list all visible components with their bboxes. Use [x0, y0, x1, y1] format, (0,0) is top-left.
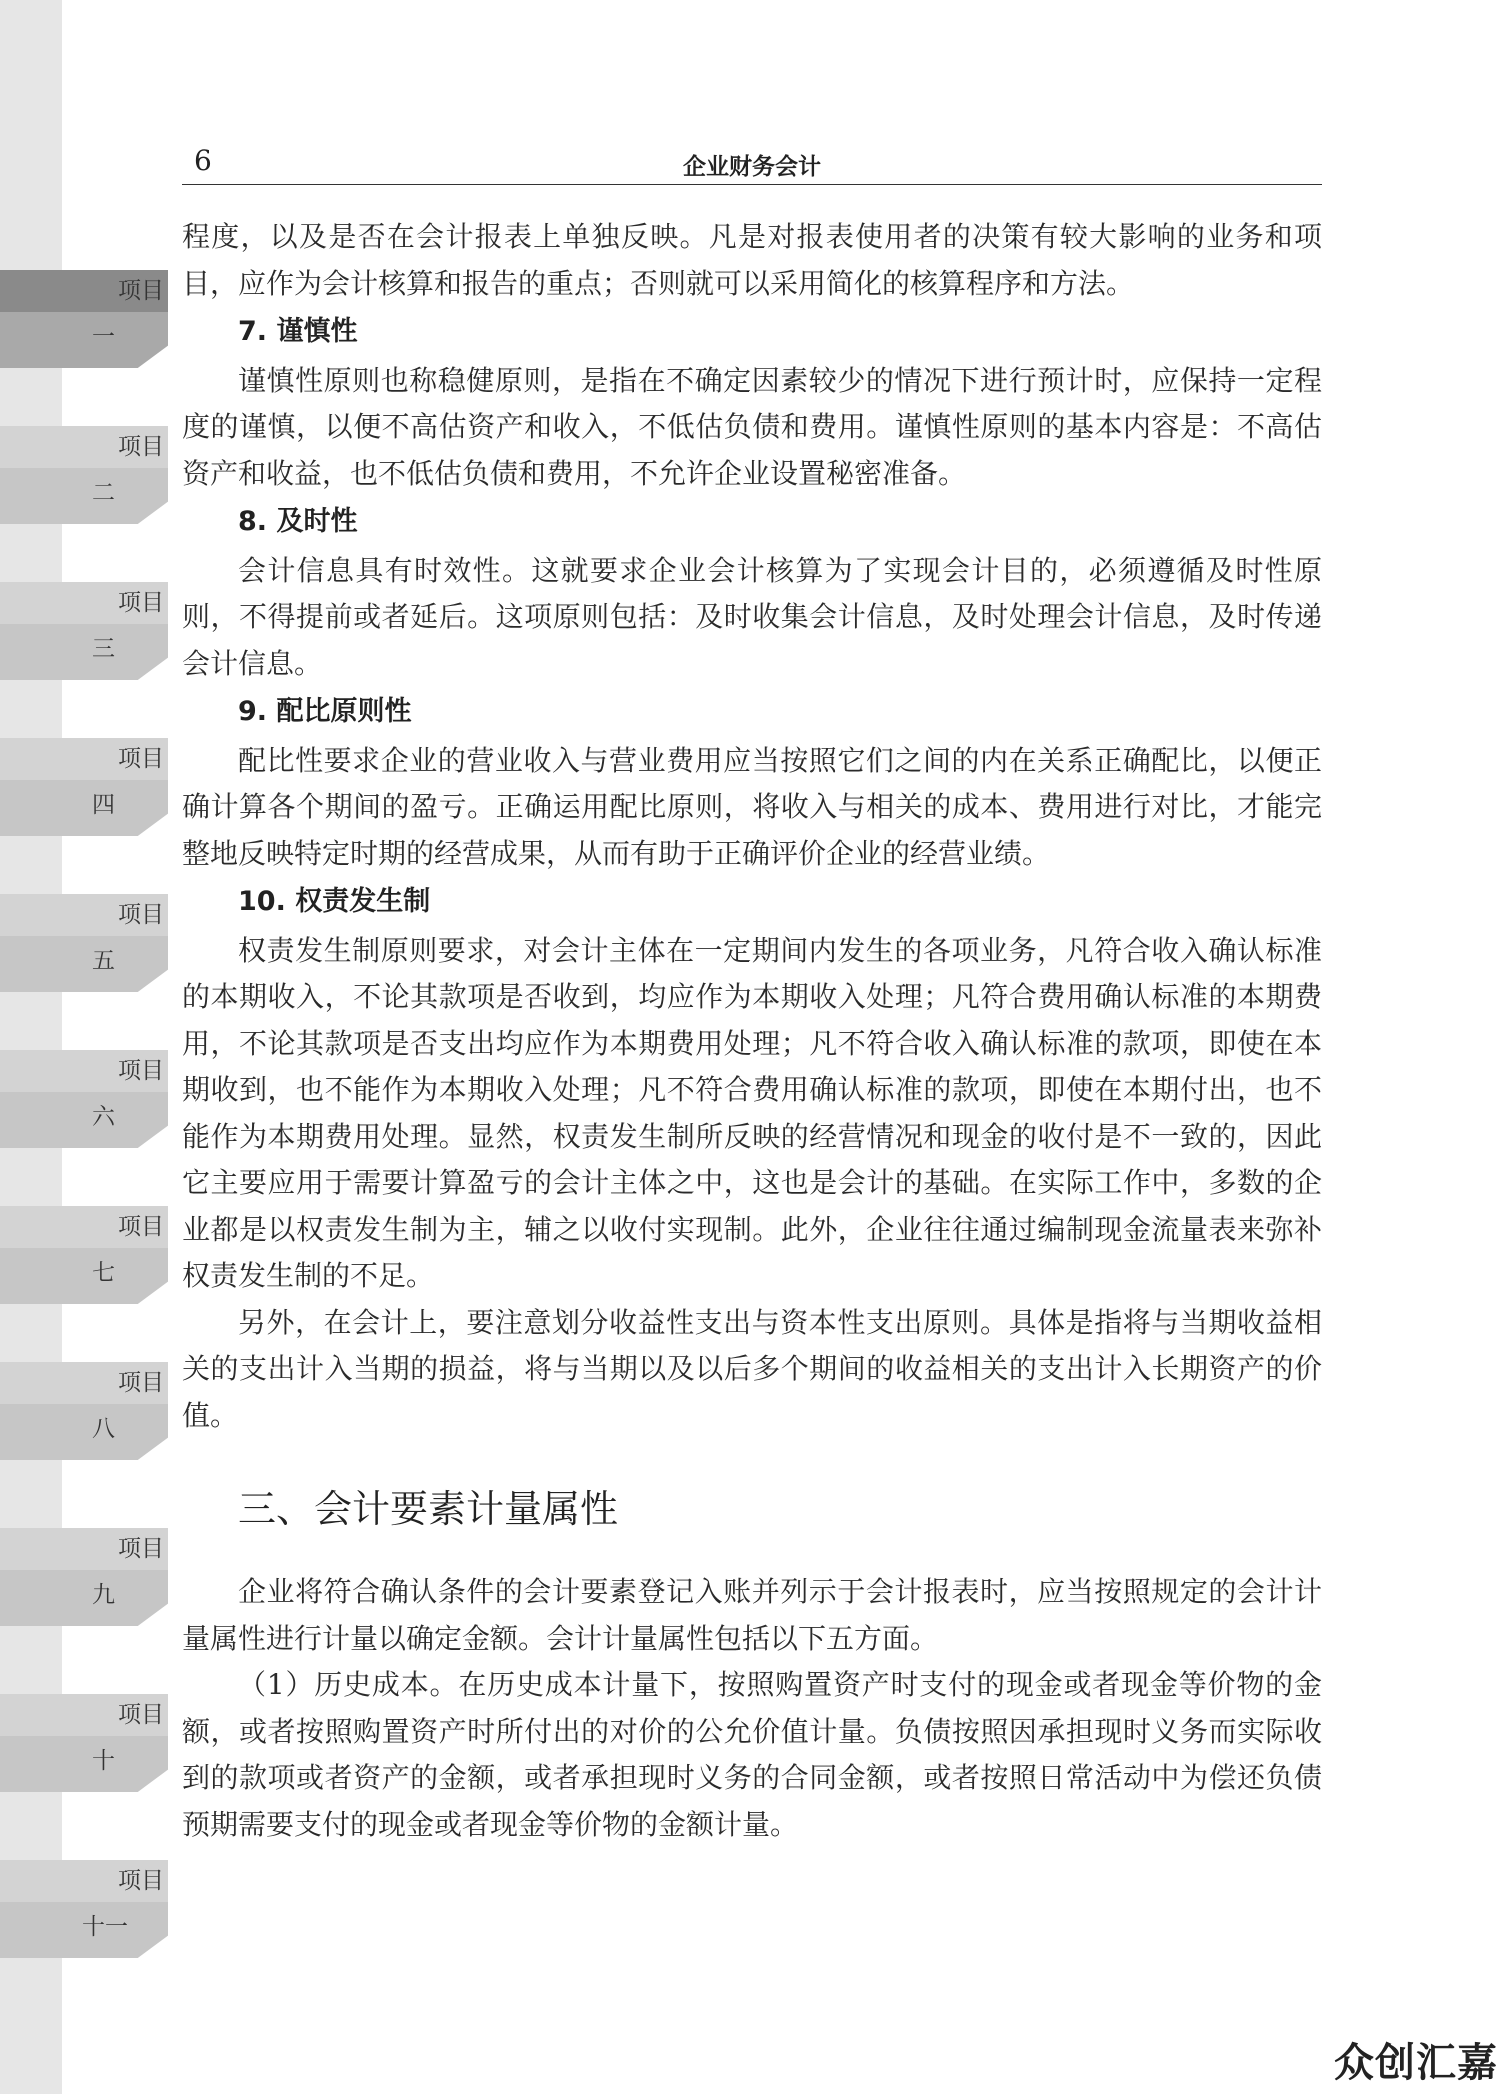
- chapter-tab-4[interactable]: [0, 738, 168, 838]
- chapter-tab-number: 八: [92, 1416, 115, 1442]
- chapter-tab-10[interactable]: [0, 1694, 168, 1794]
- chapter-tab-number: 十: [92, 1748, 115, 1774]
- paragraph-matching: 配比性要求企业的营业收入与营业费用应当按照它们之间的内在关系正确配比，以便正确计算各个期间的盈亏。正确运用配比原则，将收入与相关的成本、费用进行对比，才能完整地反映特定时期的经营成果，从而有助于正确评价企业的经营业绩。: [182, 743, 1322, 870]
- heading-prudence: 7. 谨慎性: [238, 316, 358, 347]
- section-title-measurement: 三、会计要素计量属性: [238, 1487, 619, 1531]
- heading-matching: 9. 配比原则性: [238, 696, 412, 727]
- paragraph-expenditure: 另外，在会计上，要注意划分收益性支出与资本性支出原则。具体是指将与当期收益相关的支出计入当期的损益，将与当期以及以后多个期间的收益相关的支出计入长期资产的价值。: [182, 1305, 1322, 1432]
- chapter-tab-label: 项目: [118, 902, 164, 928]
- chapter-tab-number: 九: [92, 1582, 115, 1608]
- chapter-tab-label: 项目: [118, 1370, 164, 1396]
- chapter-tab-number: 六: [92, 1104, 115, 1130]
- chapter-tab-label: 项目: [118, 746, 164, 772]
- chapter-tab-label: 项目: [118, 590, 164, 616]
- chapter-tab-label: 项目: [118, 1058, 164, 1084]
- page-number: 6: [194, 144, 212, 177]
- watermark-logo: 众创汇嘉: [1334, 2040, 1498, 2086]
- page-header: [182, 142, 1322, 185]
- chapter-tab-number: 三: [92, 636, 115, 662]
- book-title: 企业财务会计: [683, 154, 821, 180]
- chapter-tab-label: 项目: [118, 1868, 164, 1894]
- paragraph-prudence: 谨慎性原则也称稳健原则，是指在不确定因素较少的情况下进行预计时，应保持一定程度的谨慎，以便不高估资产和收入，不低估负债和费用。谨慎性原则的基本内容是：不高估资产和收益，也不低估负债和费用，不允许企业设置秘密准备。: [182, 363, 1322, 490]
- chapter-tab-number: 二: [92, 480, 115, 506]
- paragraph-measurement-intro: 企业将符合确认条件的会计要素登记入账并列示于会计报表时，应当按照规定的会计计量属性进行计量以确定金额。会计计量属性包括以下五方面。: [182, 1575, 1322, 1655]
- chapter-tab-number: 一: [92, 324, 115, 350]
- heading-accrual: 10. 权责发生制: [238, 886, 431, 917]
- chapter-tab-number: 四: [92, 792, 115, 818]
- paragraph-intro: 程度，以及是否在会计报表上单独反映。凡是对报表使用者的决策有较大影响的业务和项目，应作为会计核算和报告的重点；否则就可以采用简化的核算程序和方法。: [182, 220, 1322, 300]
- chapter-tab-3[interactable]: [0, 582, 168, 682]
- chapter-tab-number: 五: [92, 948, 115, 974]
- chapter-tab-label: 项目: [118, 434, 164, 460]
- chapter-tab-1[interactable]: [0, 270, 168, 370]
- chapter-tab-8[interactable]: [0, 1362, 168, 1462]
- chapter-tab-label: 项目: [118, 1536, 164, 1562]
- chapter-tab-label: 项目: [118, 1702, 164, 1728]
- paragraph-historical-cost: （1）历史成本。在历史成本计量下，按照购置资产时支付的现金或者现金等价物的金额，或者按照购置资产时所付出的对价的公允价值计量。负债按照因承担现时义务而实际收到的款项或者资产的金额，或者承担现时义务的合同金额，或者按照日常活动中为偿还负债预期需要支付的现金或者现金等价物的金额计量。: [182, 1668, 1322, 1841]
- chapter-tab-11[interactable]: [0, 1860, 168, 1960]
- heading-timeliness: 8. 及时性: [238, 506, 358, 537]
- chapter-tab-label: 项目: [118, 1214, 164, 1240]
- chapter-tab-9[interactable]: [0, 1528, 168, 1628]
- chapter-tab-7[interactable]: [0, 1206, 168, 1306]
- paragraph-timeliness: 会计信息具有时效性。这就要求企业会计核算为了实现会计目的，必须遵循及时性原则，不得提前或者延后。这项原则包括：及时收集会计信息，及时处理会计信息，及时传递会计信息。: [182, 553, 1322, 680]
- chapter-tab-number: 七: [92, 1260, 115, 1286]
- chapter-tab-label: 项目: [118, 278, 164, 304]
- chapter-tab-6[interactable]: [0, 1050, 168, 1150]
- chapter-tab-5[interactable]: [0, 894, 168, 994]
- page-content: [182, 214, 1322, 1848]
- chapter-tab-number: 十一: [82, 1914, 128, 1940]
- paragraph-accrual: 权责发生制原则要求，对会计主体在一定期间内发生的各项业务，凡符合收入确认标准的本期收入，不论其款项是否收到，均应作为本期收入处理；凡符合费用确认标准的本期费用，不论其款项是否支出均应作为本期费用处理；凡不符合收入确认标准的款项，即使在本期收到，也不能作为本期收入处理；凡不符合费用确认标准的款项，即使在本期付出，也不能作为本期费用处理。显然，权责发生制所反映的经营情况和现金的收付是不一致的，因此它主要应用于需要计算盈亏的会计主体之中，这也是会计的基础。在实际工作中，多数的企业都是以权责发生制为主，辅之以收付实现制。此外，企业往往通过编制现金流量表来弥补权责发生制的不足。: [182, 933, 1322, 1292]
- chapter-tab-2[interactable]: [0, 426, 168, 526]
